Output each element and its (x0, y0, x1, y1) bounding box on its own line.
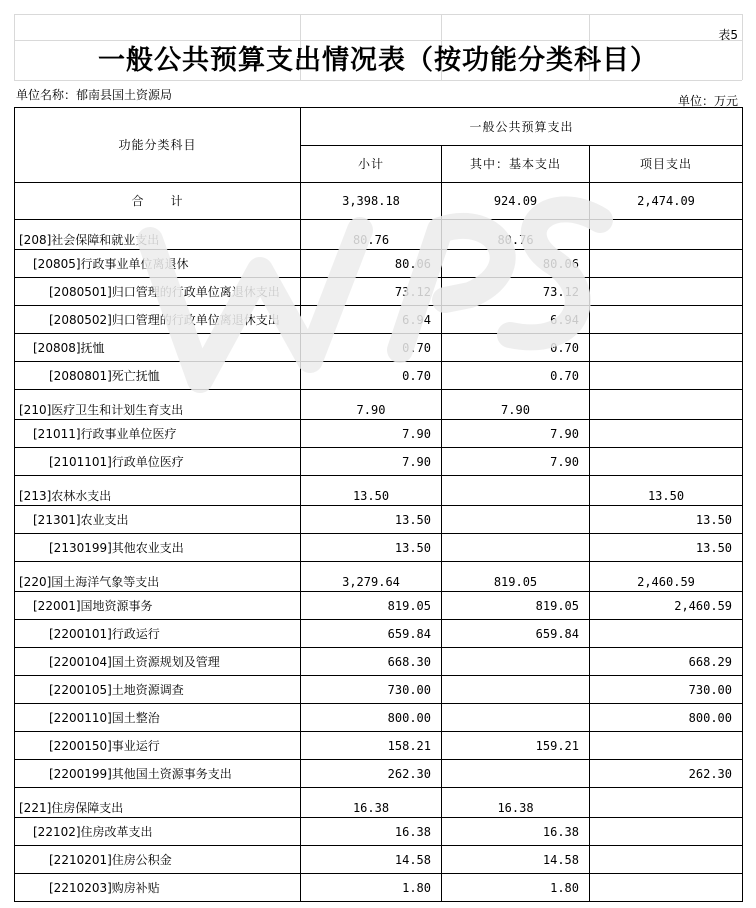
row-basic[interactable]: 14.58 (442, 846, 590, 874)
row-basic[interactable]: 1.80 (442, 874, 590, 902)
row-basic[interactable] (442, 506, 590, 534)
row-project[interactable] (590, 846, 743, 874)
row-subtotal[interactable]: 7.90 (301, 420, 442, 448)
table-row (15, 220, 743, 250)
row-category[interactable]: [220]国土海洋气象等支出 (15, 562, 301, 592)
total-project[interactable]: 2,474.09 (590, 183, 743, 220)
row-project[interactable]: 13.50 (590, 476, 743, 506)
row-subtotal[interactable]: 800.00 (301, 704, 442, 732)
row-project[interactable]: 262.30 (590, 760, 743, 788)
row-subtotal[interactable]: 0.70 (301, 362, 442, 390)
table-row (15, 676, 743, 704)
row-project[interactable] (590, 220, 743, 250)
row-subtotal[interactable]: 819.05 (301, 592, 442, 620)
row-subtotal[interactable]: 1.80 (301, 874, 442, 902)
row-project[interactable] (590, 250, 743, 278)
row-project[interactable] (590, 788, 743, 818)
row-category[interactable]: [2200110]国土整治 (15, 704, 301, 732)
table-row (15, 846, 743, 874)
row-category[interactable]: [2210203]购房补贴 (15, 874, 301, 902)
row-basic[interactable]: 16.38 (442, 818, 590, 846)
row-category[interactable]: [210]医疗卫生和计划生育支出 (15, 390, 301, 420)
row-basic[interactable]: 80.76 (442, 220, 590, 250)
row-project[interactable] (590, 362, 743, 390)
row-basic[interactable] (442, 760, 590, 788)
table-row (15, 420, 743, 448)
row-project[interactable] (590, 620, 743, 648)
expenditure-table (14, 107, 743, 902)
row-category[interactable]: [2210201]住房公积金 (15, 846, 301, 874)
row-project[interactable] (590, 874, 743, 902)
table-row (15, 476, 743, 506)
row-subtotal[interactable]: 7.90 (301, 390, 442, 420)
total-row (15, 183, 743, 220)
table-row (15, 704, 743, 732)
row-project[interactable] (590, 334, 743, 362)
row-project[interactable]: 2,460.59 (590, 562, 743, 592)
table-row (15, 760, 743, 788)
total-label[interactable]: 合 计 (15, 183, 301, 220)
row-category[interactable]: [2200150]事业运行 (15, 732, 301, 760)
header-basic[interactable]: 其中：基本支出 (442, 146, 590, 183)
table-number: 表5 (718, 28, 738, 42)
row-basic[interactable]: 819.05 (442, 562, 590, 592)
row-category[interactable]: [20808]抚恤 (15, 334, 301, 362)
row-category[interactable]: [2130199]其他农业支出 (15, 534, 301, 562)
row-category[interactable]: [2200101]行政运行 (15, 620, 301, 648)
table-row (15, 306, 743, 334)
row-subtotal[interactable]: 668.30 (301, 648, 442, 676)
table-row (15, 448, 743, 476)
table-row (15, 278, 743, 306)
row-basic[interactable]: 819.05 (442, 592, 590, 620)
row-project[interactable] (590, 818, 743, 846)
row-project[interactable] (590, 420, 743, 448)
table-row (15, 648, 743, 676)
row-basic[interactable]: 80.06 (442, 250, 590, 278)
row-subtotal[interactable]: 158.21 (301, 732, 442, 760)
table-row (15, 874, 743, 902)
row-basic[interactable] (442, 648, 590, 676)
row-subtotal[interactable]: 6.94 (301, 306, 442, 334)
table-row (15, 788, 743, 818)
row-project[interactable]: 13.50 (590, 534, 743, 562)
row-basic[interactable]: 6.94 (442, 306, 590, 334)
row-basic[interactable]: 0.70 (442, 362, 590, 390)
row-project[interactable]: 13.50 (590, 506, 743, 534)
row-subtotal[interactable]: 262.30 (301, 760, 442, 788)
grid-line (14, 14, 742, 15)
header-row (15, 108, 743, 146)
row-category[interactable]: [22001]国地资源事务 (15, 592, 301, 620)
table-row (15, 390, 743, 420)
row-project[interactable]: 800.00 (590, 704, 743, 732)
row-project[interactable] (590, 732, 743, 760)
table-row (15, 250, 743, 278)
row-subtotal[interactable]: 14.58 (301, 846, 442, 874)
row-category[interactable]: [2080801]死亡抚恤 (15, 362, 301, 390)
row-project[interactable] (590, 278, 743, 306)
row-basic[interactable] (442, 476, 590, 506)
header-project[interactable]: 项目支出 (590, 146, 743, 183)
row-basic[interactable] (442, 676, 590, 704)
row-subtotal[interactable]: 16.38 (301, 788, 442, 818)
grid-line (14, 40, 742, 41)
row-basic[interactable]: 659.84 (442, 620, 590, 648)
row-subtotal[interactable]: 13.50 (301, 534, 442, 562)
unit-name-label: 单位名称：郁南县国土资源局 (16, 88, 173, 102)
row-subtotal[interactable]: 0.70 (301, 334, 442, 362)
row-subtotal[interactable]: 80.06 (301, 250, 442, 278)
row-basic[interactable]: 73.12 (442, 278, 590, 306)
grid-line (742, 14, 743, 80)
row-basic[interactable]: 7.90 (442, 390, 590, 420)
row-project[interactable]: 668.29 (590, 648, 743, 676)
row-category[interactable]: [2200199]其他国土资源事务支出 (15, 760, 301, 788)
table-row (15, 334, 743, 362)
table-row (15, 506, 743, 534)
table-row (15, 620, 743, 648)
row-subtotal[interactable]: 730.00 (301, 676, 442, 704)
table-row (15, 362, 743, 390)
row-subtotal[interactable]: 3,279.64 (301, 562, 442, 592)
table-row (15, 818, 743, 846)
row-category[interactable]: [21301]农业支出 (15, 506, 301, 534)
row-category[interactable]: [2200104]国土资源规划及管理 (15, 648, 301, 676)
row-category[interactable]: [21011]行政事业单位医疗 (15, 420, 301, 448)
row-subtotal[interactable]: 16.38 (301, 818, 442, 846)
header-category[interactable]: 功能分类科目 (15, 108, 301, 183)
row-subtotal[interactable]: 7.90 (301, 448, 442, 476)
table-row (15, 534, 743, 562)
row-category[interactable]: [2080501]归口管理的行政单位离退休支出 (15, 278, 301, 306)
row-subtotal[interactable]: 13.50 (301, 506, 442, 534)
row-basic[interactable]: 16.38 (442, 788, 590, 818)
row-category[interactable]: [208]社会保障和就业支出 (15, 220, 301, 250)
row-category[interactable]: [22102]住房改革支出 (15, 818, 301, 846)
row-category[interactable]: [2101101]行政单位医疗 (15, 448, 301, 476)
row-project[interactable] (590, 390, 743, 420)
row-category[interactable]: [221]住房保障支出 (15, 788, 301, 818)
table-row (15, 562, 743, 592)
header-subtotal[interactable]: 小计 (301, 146, 442, 183)
row-basic[interactable]: 159.21 (442, 732, 590, 760)
table-row (15, 592, 743, 620)
row-category[interactable]: [213]农林水支出 (15, 476, 301, 506)
total-subtotal[interactable]: 3,398.18 (301, 183, 442, 220)
row-subtotal[interactable]: 13.50 (301, 476, 442, 506)
row-category[interactable]: [2200105]土地资源调查 (15, 676, 301, 704)
row-subtotal[interactable]: 73.12 (301, 278, 442, 306)
row-subtotal[interactable]: 659.84 (301, 620, 442, 648)
row-basic[interactable] (442, 534, 590, 562)
page-title: 一般公共预算支出情况表（按功能分类科目） (98, 45, 658, 76)
row-project[interactable] (590, 306, 743, 334)
currency-unit-label: 单位：万元 (677, 94, 738, 108)
row-project[interactable]: 730.00 (590, 676, 743, 704)
table-row (15, 732, 743, 760)
grid-line (14, 80, 742, 81)
total-basic[interactable]: 924.09 (442, 183, 590, 220)
row-basic[interactable]: 0.70 (442, 334, 590, 362)
row-basic[interactable]: 7.90 (442, 448, 590, 476)
row-category[interactable]: [2080502]归口管理的行政单位离退休支出 (15, 306, 301, 334)
header-group[interactable]: 一般公共预算支出 (301, 108, 743, 146)
row-basic[interactable]: 7.90 (442, 420, 590, 448)
row-basic[interactable] (442, 704, 590, 732)
row-category[interactable]: [20805]行政事业单位离退休 (15, 250, 301, 278)
row-project[interactable]: 2,460.59 (590, 592, 743, 620)
row-project[interactable] (590, 448, 743, 476)
row-subtotal[interactable]: 80.76 (301, 220, 442, 250)
